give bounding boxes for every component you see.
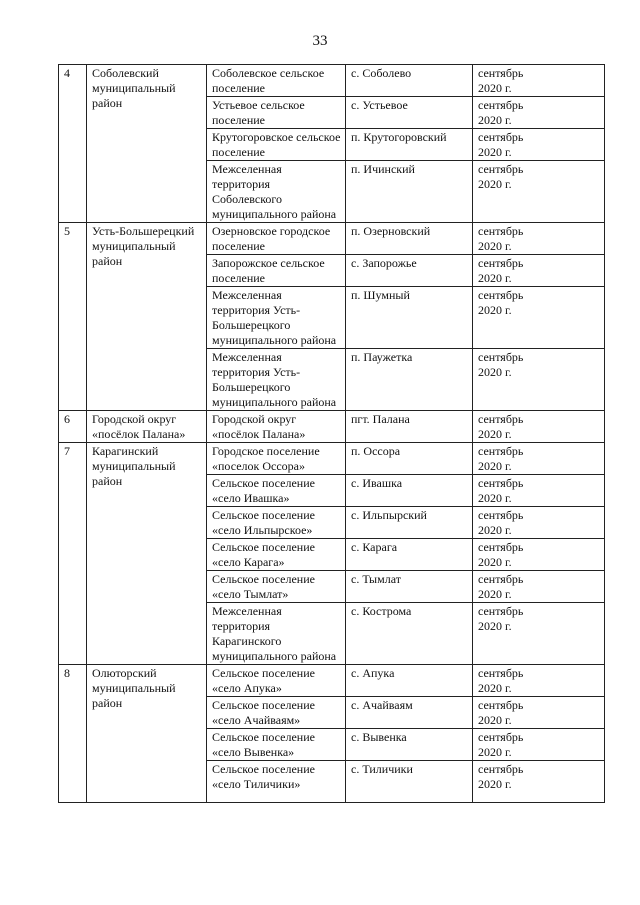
- date-cell: сентябрь 2020 г.: [473, 665, 605, 697]
- table-row: [59, 411, 605, 443]
- settlement-cell: Устьевое сельское поселение: [207, 97, 346, 129]
- settlement-cell: Городской округ «посёлок Палана»: [207, 411, 346, 443]
- settlement-cell: Соболевское сельское поселение: [207, 65, 346, 97]
- date-cell: сентябрь 2020 г.: [473, 255, 605, 287]
- table-row: [59, 443, 605, 475]
- settlement-cell: Межселенная территория Усть-Большерецкого муниципального района: [207, 349, 346, 411]
- date-cell: сентябрь 2020 г.: [473, 223, 605, 255]
- center-cell: п. Крутогоровский: [346, 129, 473, 161]
- center-cell: с. Ивашка: [346, 475, 473, 507]
- settlement-cell: Сельское поселение «село Тымлат»: [207, 571, 346, 603]
- settlement-cell: Сельское поселение «село Ивашка»: [207, 475, 346, 507]
- row-number-cell: 7: [59, 443, 87, 665]
- settlement-cell: Межселенная территория Усть-Большерецкого муниципального района: [207, 287, 346, 349]
- date-cell: сентябрь 2020 г.: [473, 129, 605, 161]
- settlement-cell: Сельское поселение «село Апука»: [207, 665, 346, 697]
- center-cell: с. Кострома: [346, 603, 473, 665]
- table-row: [59, 65, 605, 97]
- district-cell: Городской округ «посёлок Палана»: [87, 411, 207, 443]
- center-cell: п. Шумный: [346, 287, 473, 349]
- table-row: [59, 665, 605, 697]
- schedule-table-body: [59, 65, 605, 803]
- date-cell: сентябрь 2020 г.: [473, 287, 605, 349]
- settlement-cell: Озерновское городское поселение: [207, 223, 346, 255]
- district-cell: Карагинский муниципальный район: [87, 443, 207, 665]
- district-cell: Соболевский муниципальный район: [87, 65, 207, 223]
- date-cell: сентябрь 2020 г.: [473, 475, 605, 507]
- district-cell: Олюторский муниципальный район: [87, 665, 207, 803]
- row-number-cell: 8: [59, 665, 87, 803]
- date-cell: сентябрь 2020 г.: [473, 603, 605, 665]
- center-cell: с. Ильпырский: [346, 507, 473, 539]
- settlement-cell: Сельское поселение «село Карага»: [207, 539, 346, 571]
- center-cell: с. Соболево: [346, 65, 473, 97]
- center-cell: с. Тымлат: [346, 571, 473, 603]
- center-cell: с. Вывенка: [346, 729, 473, 761]
- center-cell: п. Оссора: [346, 443, 473, 475]
- date-cell: сентябрь 2020 г.: [473, 349, 605, 411]
- date-cell: сентябрь 2020 г.: [473, 507, 605, 539]
- page-number: 33: [312, 33, 328, 49]
- center-cell: с. Карага: [346, 539, 473, 571]
- settlement-cell: Сельское поселение «село Ильпырское»: [207, 507, 346, 539]
- center-cell: п. Ичинский: [346, 161, 473, 223]
- date-cell: сентябрь 2020 г.: [473, 571, 605, 603]
- date-cell: сентябрь 2020 г.: [473, 65, 605, 97]
- settlement-cell: Сельское поселение «село Вывенка»: [207, 729, 346, 761]
- settlement-cell: Запорожское сельское поселение: [207, 255, 346, 287]
- center-cell: с. Ачайваям: [346, 697, 473, 729]
- row-number-cell: 4: [59, 65, 87, 223]
- settlement-cell: Городское поселение «поселок Оссора»: [207, 443, 346, 475]
- date-cell: сентябрь 2020 г.: [473, 697, 605, 729]
- center-cell: п. Паужетка: [346, 349, 473, 411]
- date-cell: сентябрь 2020 г.: [473, 411, 605, 443]
- district-cell: Усть-Большерецкий муниципальный район: [87, 223, 207, 411]
- settlement-cell: Межселенная территория Соболевского муниципального района: [207, 161, 346, 223]
- row-number-cell: 6: [59, 411, 87, 443]
- row-number-cell: 5: [59, 223, 87, 411]
- center-cell: пгт. Палана: [346, 411, 473, 443]
- date-cell: сентябрь 2020 г.: [473, 443, 605, 475]
- date-cell: сентябрь 2020 г.: [473, 161, 605, 223]
- schedule-table: [58, 64, 605, 803]
- settlement-cell: Сельское поселение «село Тиличики»: [207, 761, 346, 803]
- date-cell: сентябрь 2020 г.: [473, 539, 605, 571]
- settlement-cell: Межселенная территория Карагинского муниципального района: [207, 603, 346, 665]
- date-cell: сентябрь 2020 г.: [473, 729, 605, 761]
- center-cell: с. Запорожье: [346, 255, 473, 287]
- center-cell: с. Устьевое: [346, 97, 473, 129]
- table-row: [59, 223, 605, 255]
- date-cell: сентябрь 2020 г.: [473, 761, 605, 803]
- center-cell: п. Озерновский: [346, 223, 473, 255]
- date-cell: сентябрь 2020 г.: [473, 97, 605, 129]
- center-cell: с. Апука: [346, 665, 473, 697]
- settlement-cell: Крутогоровское сельское поселение: [207, 129, 346, 161]
- center-cell: с. Тиличики: [346, 761, 473, 803]
- settlement-cell: Сельское поселение «село Ачайваям»: [207, 697, 346, 729]
